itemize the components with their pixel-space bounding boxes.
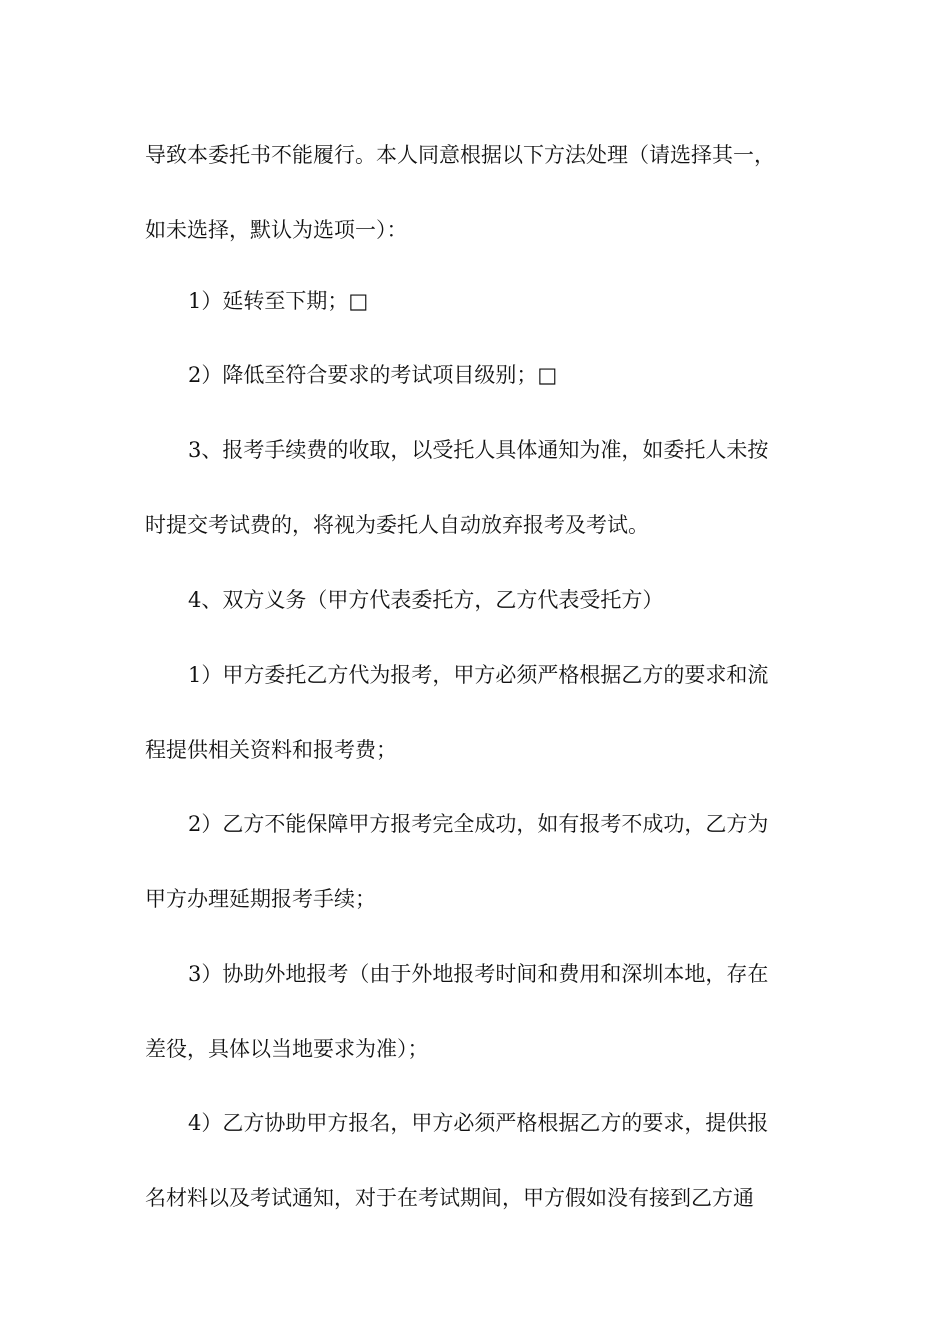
clause-4-heading: 4、双方义务（甲方代表委托方，乙方代表受托方） <box>188 588 664 612</box>
paragraph-line: 时提交考试费的，将视为委托人自动放弃报考及考试。 <box>145 513 649 537</box>
paragraph-line: 名材料以及考试通知，对于在考试期间，甲方假如没有接到乙方通 <box>145 1186 754 1210</box>
option-one-line: 1）延转至下期；□ <box>188 289 369 313</box>
obligation-1-line: 1）甲方委托乙方代为报考，甲方必须严格根据乙方的要求和流 <box>188 663 769 687</box>
paragraph-line: 导致本委托书不能履行。本人同意根据以下方法处理（请选择其一， <box>145 143 775 167</box>
obligation-2-line: 2）乙方不能保障甲方报考完全成功，如有报考不成功，乙方为 <box>188 812 769 836</box>
option-two-line: 2）降低至符合要求的考试项目级别；□ <box>188 363 558 387</box>
paragraph-line: 甲方办理延期报考手续； <box>145 887 376 911</box>
obligation-4-line: 4）乙方协助甲方报名，甲方必须严格根据乙方的要求，提供报 <box>188 1111 769 1135</box>
obligation-3-line: 3）协助外地报考（由于外地报考时间和费用和深圳本地，存在 <box>188 962 769 986</box>
paragraph-line: 如未选择，默认为选项一）： <box>145 218 408 242</box>
clause-3-line: 3、报考手续费的收取，以受托人具体通知为准，如委托人未按 <box>188 438 769 462</box>
paragraph-line: 程提供相关资料和报考费； <box>145 738 397 762</box>
paragraph-line: 差役，具体以当地要求为准）； <box>145 1037 429 1061</box>
